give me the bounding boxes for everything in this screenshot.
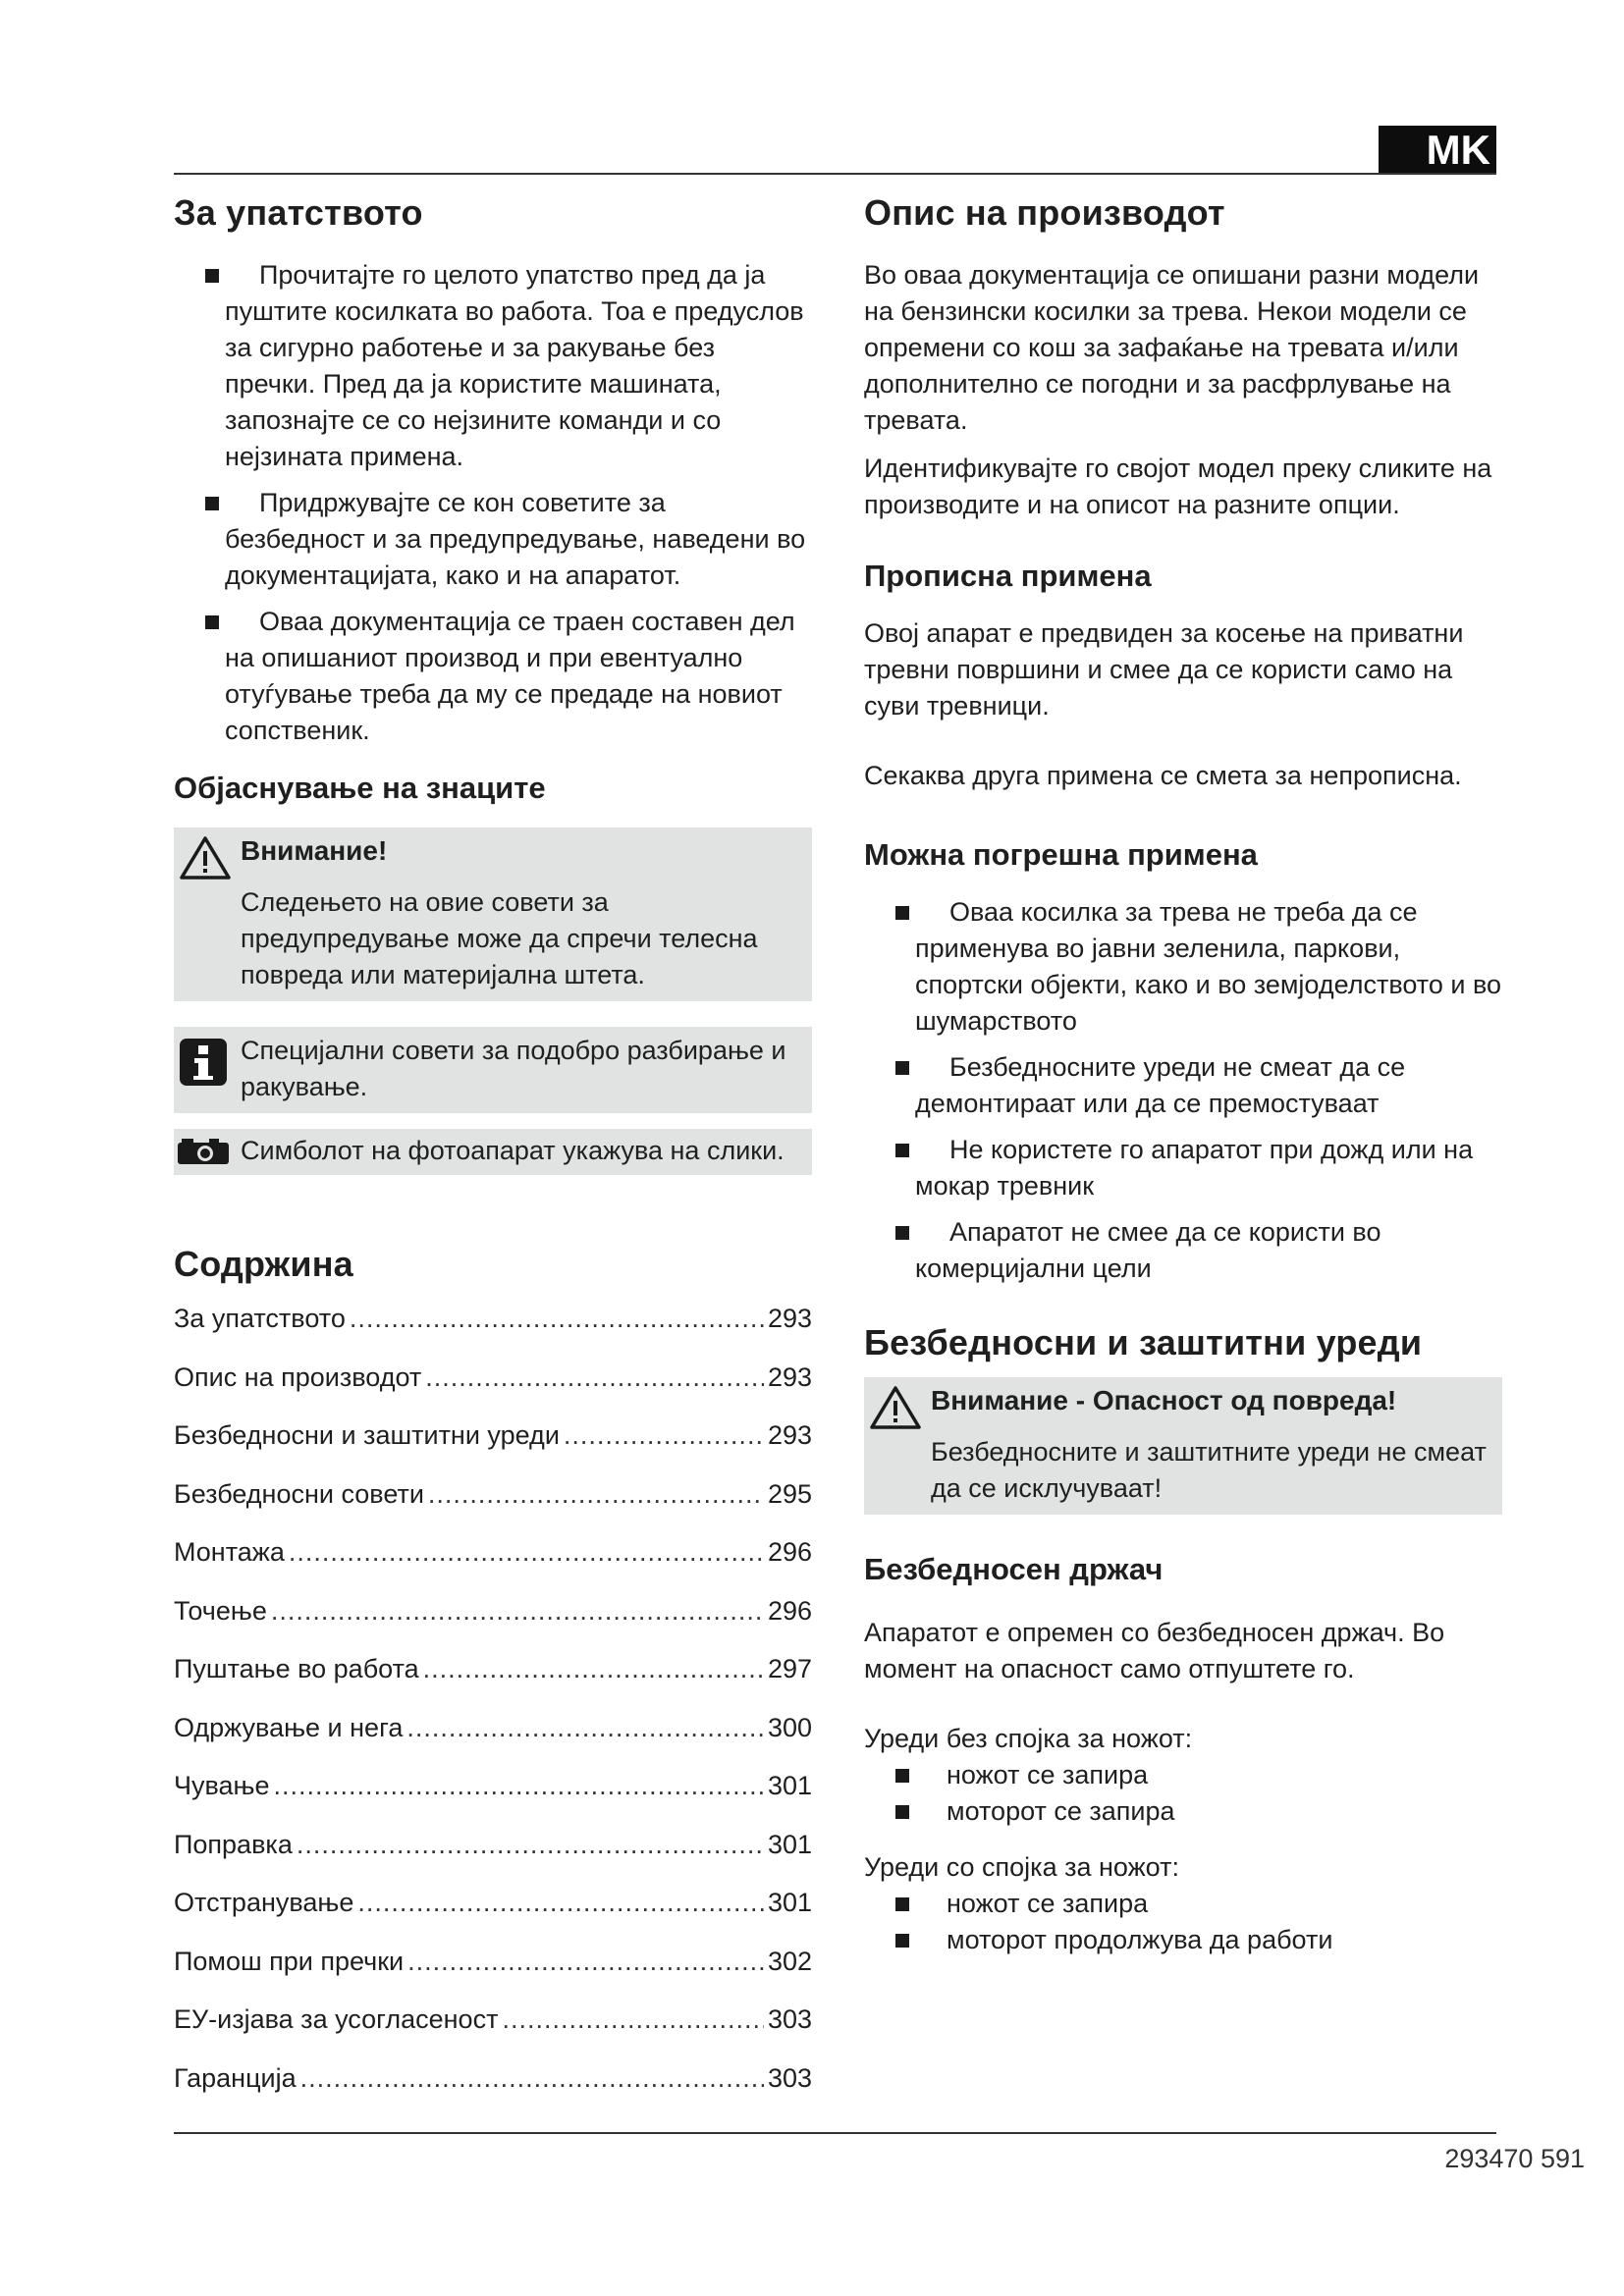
toc-entry-page: 301 (767, 1771, 812, 1800)
toc-dot-leader (274, 1768, 764, 1804)
toc-entry-page: 303 (767, 2004, 812, 2034)
toc-entry-title: Гаранција (174, 2062, 297, 2093)
toc-entry[interactable] (174, 1768, 812, 1827)
language-tag: MK (1379, 126, 1496, 174)
toc-entry-title: Монтажа (174, 1537, 285, 1567)
toc-entry[interactable] (174, 1476, 812, 1535)
toc-entry-page: 302 (767, 1946, 812, 1976)
toc-entry-title: Помош при пречки (174, 1946, 405, 1976)
toc-dot-leader (423, 1651, 764, 1687)
toc-entry-title: За упатството (174, 1304, 346, 1333)
toc-entry[interactable] (174, 1360, 812, 1418)
toc-entry-title: Безбедносни и заштитни уреди (174, 1420, 560, 1450)
toc-dot-leader (407, 1944, 764, 1980)
header-rule (174, 173, 1496, 175)
signs-heading: Објаснување на знаците (174, 771, 546, 805)
with-clutch-list (864, 1886, 1502, 1958)
toc-dot-leader (502, 2002, 764, 2038)
description-heading: Опис на производот (864, 192, 1225, 233)
list-item: моторот се запира (864, 1793, 1502, 1830)
description-paragraph: Идентификувајте го својот модел преку сликите на производите и на описот на разните опции. (864, 454, 1492, 519)
toc-entry-page: 301 (767, 1829, 812, 1859)
toc-entry-title: Пуштање во работа (174, 1654, 419, 1683)
toc-entry[interactable] (174, 2060, 812, 2119)
toc-entry[interactable] (174, 1710, 812, 1769)
toc-dot-leader (357, 1885, 764, 1921)
intended-use-heading: Прописна примена (864, 559, 1152, 593)
misuse-list (864, 894, 1502, 1287)
info-text: Специјални совети за подобро разбирање и ракување. (241, 1036, 786, 1101)
toc-entry-title: Точење (174, 1595, 267, 1626)
toc-dot-leader (271, 1593, 764, 1629)
no-clutch-label: Уреди без спојка за ножот: (864, 1724, 1193, 1753)
safety-holder-paragraph: Апаратот е опремен со безбедносен држач. Во момент на опасност само отпуштете го. (864, 1618, 1445, 1683)
toc-entry-page: 301 (767, 1888, 812, 1917)
toc-entry-title: Отстранување (174, 1888, 354, 1917)
camera-icon (176, 1137, 231, 1166)
list-item: Безбедносните уреди не смеат да се демонтираат или да се премостуваат (864, 1049, 1502, 1122)
safety-warning-title: Внимание - Опасност од повреда! (931, 1385, 1397, 1415)
left-column (174, 192, 812, 2118)
camera-box (174, 1129, 812, 1175)
toc-entry[interactable] (174, 2002, 812, 2060)
toc-entry-title: Безбедносни совети (174, 1478, 424, 1509)
warning-title: Внимание! (241, 835, 388, 866)
safety-warning-box (864, 1377, 1502, 1515)
toc-entry-page: 293 (767, 1304, 812, 1333)
toc-entry[interactable] (174, 1417, 812, 1476)
toc-entry[interactable] (174, 1651, 812, 1710)
toc-entry-page: 296 (767, 1537, 812, 1567)
toc-dot-leader (428, 1476, 764, 1513)
toc-entry-page: 300 (767, 1712, 812, 1742)
toc-entry[interactable] (174, 1301, 812, 1360)
description-paragraph: Во оваа документација се опишани разни модели на бензински косилки за трева. Некои модели се опремени со кош за зафаќање на тревата и/или дополнително се погодни и за расфрлување на тревата. (864, 260, 1480, 435)
intended-use-paragraph: Секаква друга примена се смета за непрописна. (864, 761, 1462, 790)
info-icon (178, 1037, 229, 1088)
toc-entry-page: 293 (767, 1362, 812, 1392)
toc-dot-leader (406, 1710, 764, 1746)
toc-dot-leader (564, 1417, 764, 1454)
toc-dot-leader (289, 1534, 764, 1571)
toc-dot-leader (297, 1827, 764, 1863)
toc-entry-page: 303 (767, 2062, 812, 2093)
toc-entry-title: Опис на производот (174, 1362, 422, 1392)
list-item: Прочитајте го целото упатство пред да ја пуштите косилката во работа. Тоа е предуслов за сигурно работење и за ракување без пречки. Пред да ја користите машината, запознајте се со нејзините команди и со нејзината примена. (174, 257, 812, 475)
no-clutch-list (864, 1757, 1502, 1830)
toc-entry[interactable] (174, 1534, 812, 1593)
toc-dot-leader (350, 1301, 764, 1337)
list-item: Придржувајте се кон советите за безбедност и за предупредување, наведени во документацијата, како и на апаратот. (174, 485, 812, 594)
toc-dot-leader (300, 2060, 764, 2097)
camera-text: Симболот на фотоапарат укажува на слики. (241, 1136, 785, 1165)
toc-entry-page: 293 (767, 1420, 812, 1450)
toc-entry-title: Чување (174, 1771, 270, 1800)
page-number: 293470 591 (1444, 2144, 1585, 2173)
right-column (864, 192, 1502, 1958)
warning-text: Следењето на овие совети за предупредување може да спречи телесна повреда или материјална штета. (241, 887, 758, 989)
toc-entry-title: Одржување и нега (174, 1712, 404, 1742)
warning-box (174, 828, 812, 1001)
toc-entry-page: 296 (767, 1595, 812, 1626)
about-heading: За упатството (174, 192, 423, 233)
list-item: Апаратот не смее да се користи во комерцијални цели (864, 1214, 1502, 1287)
toc-entry[interactable] (174, 1885, 812, 1944)
list-item: ножот се запира (864, 1757, 1502, 1793)
toc-dot-leader (425, 1360, 764, 1396)
toc-entry-title: ЕУ-изјава за усогласеност (174, 2004, 499, 2034)
list-item: моторот продолжува да работи (864, 1922, 1502, 1958)
list-item: ножот се запира (864, 1886, 1502, 1922)
misuse-heading: Можна погрешна примена (864, 837, 1258, 872)
warning-icon (870, 1385, 921, 1430)
warning-icon (180, 835, 231, 881)
toc-entry[interactable] (174, 1827, 812, 1886)
toc-entry[interactable] (174, 1944, 812, 2002)
safety-devices-heading: Безбедносни и заштитни уреди (864, 1322, 1423, 1362)
safety-holder-heading: Безбедносен држач (864, 1552, 1164, 1586)
list-item: Оваа косилка за трева не треба да се применува во јавни зеленила, паркови, спортски објекти, како и во земјоделството и во шумарството (864, 894, 1502, 1040)
footer-rule (174, 2132, 1496, 2134)
toc-entry-title: Поправка (174, 1829, 293, 1859)
with-clutch-label: Уреди со спојка за ножот: (864, 1852, 1179, 1882)
list-item: Не користете го апаратот при дожд или на мокар тревник (864, 1132, 1502, 1204)
safety-warning-text: Безбедносните и заштитните уреди не смеат да се исклучуваат! (931, 1437, 1487, 1503)
table-of-contents (174, 1301, 812, 2118)
list-item: Оваа документација се траен составен дел на опишаниот производ и при евентуално отуѓување треба да му се предаде на новиот сопственик. (174, 604, 812, 749)
intended-use-paragraph: Овој апарат е предвиден за косење на приватни тревни површини и смее да се користи само на суви тревници. (864, 618, 1464, 721)
toc-entry-page: 297 (767, 1654, 812, 1683)
toc-entry-page: 295 (767, 1478, 812, 1509)
about-list (174, 257, 812, 749)
toc-entry[interactable] (174, 1593, 812, 1652)
info-box (174, 1027, 812, 1113)
toc-heading: Содржина (174, 1244, 353, 1284)
